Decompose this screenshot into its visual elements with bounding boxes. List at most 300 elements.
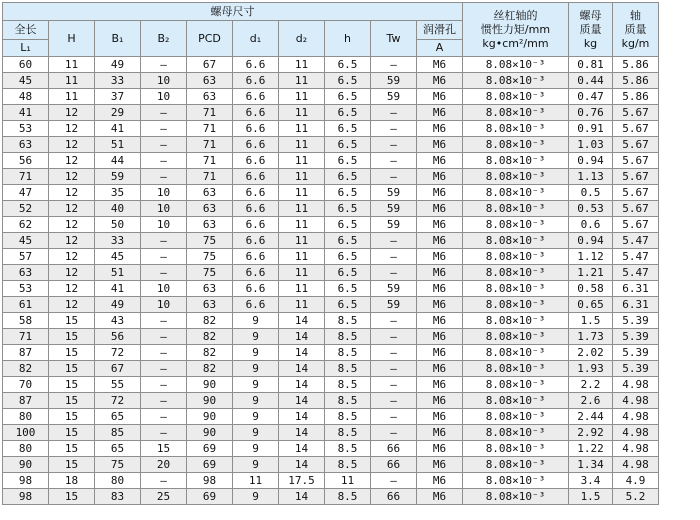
cell-nut-mass: 1.5 [569,489,613,505]
cell-PCD: 63 [187,73,233,89]
cell-lube-A: M6 [417,313,463,329]
cell-B1: 49 [95,297,141,313]
cell-h: 6.5 [325,153,371,169]
cell-d2: 14 [279,393,325,409]
cell-d2: 14 [279,457,325,473]
cell-d2: 11 [279,89,325,105]
cell-H: 12 [49,185,95,201]
cell-B1: 67 [95,361,141,377]
table-row [3,345,659,361]
cell-PCD: 69 [187,441,233,457]
cell-h: 8.5 [325,361,371,377]
cell-h: 8.5 [325,345,371,361]
table-row [3,217,659,233]
cell-Tw: — [371,105,417,121]
cell-inertia: 8.08×10⁻³ [463,121,569,137]
cell-inertia: 8.08×10⁻³ [463,473,569,489]
table-header [3,3,659,57]
col-lube-A-header: A [417,40,463,57]
cell-nut-mass: 0.58 [569,281,613,297]
cell-B1: 72 [95,345,141,361]
table-row [3,377,659,393]
cell-d2: 14 [279,425,325,441]
shaft-mass-header-unit: kg/m [621,36,650,50]
cell-shaft-mass: 5.67 [613,105,659,121]
cell-d1: 6.6 [233,233,279,249]
cell-d2: 11 [279,57,325,73]
cell-h: 6.5 [325,137,371,153]
cell-H: 11 [49,89,95,105]
cell-H: 12 [49,153,95,169]
cell-Tw: — [371,169,417,185]
nut-mass-header-line1: 螺母 [579,8,602,22]
col-H-header: H [49,21,95,57]
cell-PCD: 63 [187,201,233,217]
cell-h: 8.5 [325,441,371,457]
cell-d2: 11 [279,249,325,265]
shaft-mass-header-line1: 轴 [630,8,641,22]
cell-shaft-mass: 5.86 [613,73,659,89]
cell-h: 11 [325,473,371,489]
cell-B2: — [141,169,187,185]
cell-lube-A: M6 [417,137,463,153]
cell-nut-mass: 1.21 [569,265,613,281]
table-row [3,393,659,409]
cell-B1: 40 [95,201,141,217]
cell-L1: 60 [3,57,49,73]
cell-L1: 61 [3,297,49,313]
cell-B2: — [141,153,187,169]
cell-B1: 37 [95,89,141,105]
cell-PCD: 82 [187,329,233,345]
cell-d1: 9 [233,425,279,441]
cell-d2: 11 [279,73,325,89]
cell-d2: 14 [279,313,325,329]
cell-d2: 11 [279,297,325,313]
table-row [3,201,659,217]
cell-inertia: 8.08×10⁻³ [463,361,569,377]
cell-Tw: — [371,313,417,329]
cell-L1: 80 [3,409,49,425]
cell-B2: — [141,345,187,361]
cell-nut-mass: 0.91 [569,121,613,137]
cell-PCD: 69 [187,489,233,505]
cell-B1: 85 [95,425,141,441]
col-h-header: h [325,21,371,57]
col-length-header-top: 全长 [3,21,49,40]
cell-inertia: 8.08×10⁻³ [463,217,569,233]
cell-L1: 80 [3,441,49,457]
cell-H: 12 [49,169,95,185]
cell-B2: — [141,233,187,249]
cell-d1: 9 [233,329,279,345]
cell-nut-mass: 2.92 [569,425,613,441]
cell-h: 6.5 [325,185,371,201]
cell-shaft-mass: 5.39 [613,345,659,361]
cell-shaft-mass: 5.47 [613,249,659,265]
cell-inertia: 8.08×10⁻³ [463,249,569,265]
cell-H: 15 [49,441,95,457]
cell-B1: 35 [95,185,141,201]
cell-nut-mass: 0.94 [569,153,613,169]
cell-h: 6.5 [325,249,371,265]
cell-nut-mass: 0.6 [569,217,613,233]
cell-lube-A: M6 [417,361,463,377]
cell-nut-mass: 1.34 [569,457,613,473]
cell-h: 8.5 [325,409,371,425]
cell-PCD: 71 [187,153,233,169]
cell-Tw: — [371,249,417,265]
cell-inertia: 8.08×10⁻³ [463,281,569,297]
cell-lube-A: M6 [417,153,463,169]
cell-d2: 11 [279,121,325,137]
cell-inertia: 8.08×10⁻³ [463,377,569,393]
table-row [3,105,659,121]
cell-B1: 65 [95,441,141,457]
cell-B1: 72 [95,393,141,409]
cell-H: 11 [49,57,95,73]
table-body [3,57,659,505]
cell-B1: 33 [95,73,141,89]
cell-inertia: 8.08×10⁻³ [463,409,569,425]
cell-shaft-mass: 5.67 [613,169,659,185]
cell-H: 12 [49,201,95,217]
cell-d1: 6.6 [233,297,279,313]
cell-B1: 45 [95,249,141,265]
cell-H: 15 [49,489,95,505]
cell-L1: 52 [3,201,49,217]
col-Tw-header: Tw [371,21,417,57]
cell-H: 12 [49,137,95,153]
cell-h: 6.5 [325,265,371,281]
cell-lube-A: M6 [417,281,463,297]
cell-d2: 11 [279,185,325,201]
col-B2-header: B₂ [141,21,187,57]
cell-d1: 9 [233,409,279,425]
cell-Tw: 59 [371,185,417,201]
cell-PCD: 90 [187,393,233,409]
cell-Tw: — [371,425,417,441]
cell-nut-mass: 2.2 [569,377,613,393]
cell-B1: 44 [95,153,141,169]
cell-h: 8.5 [325,457,371,473]
cell-nut-mass: 0.47 [569,89,613,105]
cell-lube-A: M6 [417,441,463,457]
cell-L1: 63 [3,137,49,153]
cell-h: 8.5 [325,489,371,505]
cell-B2: — [141,409,187,425]
table-row [3,409,659,425]
cell-H: 15 [49,409,95,425]
cell-PCD: 82 [187,345,233,361]
cell-h: 6.5 [325,217,371,233]
cell-nut-mass: 1.12 [569,249,613,265]
cell-L1: 47 [3,185,49,201]
cell-nut-mass: 0.44 [569,73,613,89]
cell-B2: — [141,393,187,409]
cell-L1: 87 [3,393,49,409]
cell-h: 6.5 [325,121,371,137]
cell-h: 8.5 [325,425,371,441]
cell-d1: 9 [233,361,279,377]
cell-d1: 6.6 [233,89,279,105]
table-row [3,185,659,201]
cell-inertia: 8.08×10⁻³ [463,441,569,457]
nut-mass-header [569,3,613,57]
cell-d2: 17.5 [279,473,325,489]
table-row [3,169,659,185]
cell-lube-A: M6 [417,345,463,361]
cell-Tw: — [371,393,417,409]
cell-nut-mass: 0.76 [569,105,613,121]
cell-L1: 98 [3,489,49,505]
cell-h: 8.5 [325,377,371,393]
cell-lube-A: M6 [417,473,463,489]
cell-inertia: 8.08×10⁻³ [463,233,569,249]
cell-lube-A: M6 [417,329,463,345]
cell-B2: — [141,105,187,121]
cell-shaft-mass: 6.31 [613,281,659,297]
table-row [3,457,659,473]
cell-B1: 43 [95,313,141,329]
cell-inertia: 8.08×10⁻³ [463,57,569,73]
cell-lube-A: M6 [417,73,463,89]
cell-shaft-mass: 4.98 [613,425,659,441]
cell-inertia: 8.08×10⁻³ [463,313,569,329]
cell-Tw: 59 [371,281,417,297]
cell-lube-A: M6 [417,201,463,217]
cell-PCD: 69 [187,457,233,473]
cell-inertia: 8.08×10⁻³ [463,185,569,201]
cell-d1: 6.6 [233,73,279,89]
cell-L1: 45 [3,73,49,89]
cell-d1: 9 [233,441,279,457]
cell-Tw: — [371,473,417,489]
table-row [3,265,659,281]
cell-nut-mass: 1.13 [569,169,613,185]
cell-d1: 6.6 [233,185,279,201]
cell-inertia: 8.08×10⁻³ [463,393,569,409]
table-row [3,137,659,153]
cell-H: 15 [49,329,95,345]
cell-shaft-mass: 5.47 [613,233,659,249]
cell-inertia: 8.08×10⁻³ [463,201,569,217]
cell-Tw: — [371,361,417,377]
cell-B1: 29 [95,105,141,121]
cell-B2: — [141,137,187,153]
cell-nut-mass: 2.44 [569,409,613,425]
cell-d2: 11 [279,233,325,249]
cell-inertia: 8.08×10⁻³ [463,489,569,505]
cell-lube-A: M6 [417,89,463,105]
cell-L1: 98 [3,473,49,489]
cell-L1: 87 [3,345,49,361]
cell-shaft-mass: 5.67 [613,153,659,169]
cell-B2: — [141,425,187,441]
cell-d1: 6.6 [233,201,279,217]
cell-H: 12 [49,297,95,313]
cell-B2: 15 [141,441,187,457]
cell-B1: 83 [95,489,141,505]
cell-L1: 71 [3,169,49,185]
cell-Tw: — [371,377,417,393]
cell-B2: 10 [141,73,187,89]
cell-nut-mass: 1.93 [569,361,613,377]
cell-Tw: 66 [371,489,417,505]
cell-h: 6.5 [325,281,371,297]
cell-L1: 53 [3,281,49,297]
cell-shaft-mass: 4.98 [613,409,659,425]
cell-d1: 6.6 [233,121,279,137]
table-row [3,313,659,329]
nut-mass-header-unit: kg [583,36,598,50]
cell-H: 15 [49,345,95,361]
inertia-header-line1: 丝杠轴的 [493,8,538,22]
cell-H: 12 [49,281,95,297]
cell-nut-mass: 0.94 [569,233,613,249]
cell-L1: 53 [3,121,49,137]
cell-B1: 75 [95,457,141,473]
cell-PCD: 82 [187,361,233,377]
cell-d2: 11 [279,201,325,217]
cell-H: 15 [49,377,95,393]
cell-inertia: 8.08×10⁻³ [463,169,569,185]
cell-L1: 45 [3,233,49,249]
col-PCD-header: PCD [187,21,233,57]
cell-Tw: — [371,137,417,153]
cell-nut-mass: 2.6 [569,393,613,409]
cell-lube-A: M6 [417,409,463,425]
cell-lube-A: M6 [417,233,463,249]
cell-PCD: 90 [187,377,233,393]
cell-h: 8.5 [325,393,371,409]
cell-B2: — [141,313,187,329]
cell-d1: 9 [233,345,279,361]
cell-H: 12 [49,265,95,281]
cell-nut-mass: 0.81 [569,57,613,73]
cell-h: 6.5 [325,73,371,89]
cell-Tw: 59 [371,217,417,233]
cell-lube-A: M6 [417,457,463,473]
cell-H: 11 [49,73,95,89]
cell-inertia: 8.08×10⁻³ [463,265,569,281]
cell-d1: 6.6 [233,265,279,281]
inertia-header-unit: kg•cm²/mm [482,36,549,50]
cell-H: 15 [49,361,95,377]
cell-d2: 11 [279,217,325,233]
cell-shaft-mass: 5.47 [613,265,659,281]
cell-d2: 11 [279,137,325,153]
cell-nut-mass: 0.65 [569,297,613,313]
cell-d2: 14 [279,345,325,361]
cell-d1: 9 [233,457,279,473]
table-row [3,425,659,441]
cell-d2: 11 [279,281,325,297]
col-lube-header-top: 润滑孔 [417,21,463,40]
cell-L1: 71 [3,329,49,345]
cell-L1: 90 [3,457,49,473]
cell-Tw: 59 [371,89,417,105]
cell-inertia: 8.08×10⁻³ [463,425,569,441]
cell-nut-mass: 1.5 [569,313,613,329]
cell-Tw: 66 [371,441,417,457]
cell-B2: — [141,473,187,489]
cell-lube-A: M6 [417,57,463,73]
cell-h: 6.5 [325,105,371,121]
spec-table-container [2,2,659,505]
cell-PCD: 71 [187,105,233,121]
cell-B2: 20 [141,457,187,473]
cell-PCD: 67 [187,57,233,73]
cell-PCD: 63 [187,89,233,105]
cell-B2: — [141,329,187,345]
cell-Tw: — [371,153,417,169]
cell-d2: 11 [279,105,325,121]
cell-Tw: — [371,57,417,73]
inertia-header [463,3,569,57]
table-row [3,233,659,249]
cell-B2: 10 [141,89,187,105]
shaft-mass-header [613,3,659,57]
cell-d2: 14 [279,377,325,393]
cell-Tw: 59 [371,73,417,89]
shaft-mass-header-line2: 质量 [624,22,647,36]
cell-shaft-mass: 6.31 [613,297,659,313]
cell-d1: 11 [233,473,279,489]
cell-nut-mass: 0.53 [569,201,613,217]
cell-PCD: 75 [187,233,233,249]
cell-H: 15 [49,457,95,473]
cell-shaft-mass: 5.39 [613,329,659,345]
cell-B1: 33 [95,233,141,249]
cell-B2: — [141,377,187,393]
cell-B1: 49 [95,57,141,73]
cell-d1: 9 [233,377,279,393]
cell-H: 15 [49,425,95,441]
cell-lube-A: M6 [417,121,463,137]
cell-B2: — [141,57,187,73]
cell-L1: 63 [3,265,49,281]
cell-d1: 9 [233,313,279,329]
cell-PCD: 75 [187,249,233,265]
cell-inertia: 8.08×10⁻³ [463,297,569,313]
cell-shaft-mass: 5.67 [613,185,659,201]
cell-shaft-mass: 5.67 [613,121,659,137]
cell-h: 8.5 [325,329,371,345]
cell-B1: 51 [95,265,141,281]
cell-inertia: 8.08×10⁻³ [463,457,569,473]
cell-PCD: 75 [187,265,233,281]
cell-B2: 10 [141,217,187,233]
cell-H: 15 [49,313,95,329]
cell-H: 15 [49,393,95,409]
cell-B2: — [141,361,187,377]
cell-shaft-mass: 4.98 [613,377,659,393]
cell-PCD: 90 [187,425,233,441]
cell-B2: — [141,249,187,265]
cell-d2: 14 [279,441,325,457]
cell-B1: 65 [95,409,141,425]
cell-PCD: 71 [187,137,233,153]
table-row [3,89,659,105]
cell-h: 6.5 [325,169,371,185]
cell-H: 18 [49,473,95,489]
cell-L1: 58 [3,313,49,329]
cell-lube-A: M6 [417,489,463,505]
cell-d1: 6.6 [233,281,279,297]
cell-B2: 10 [141,201,187,217]
cell-shaft-mass: 5.67 [613,201,659,217]
